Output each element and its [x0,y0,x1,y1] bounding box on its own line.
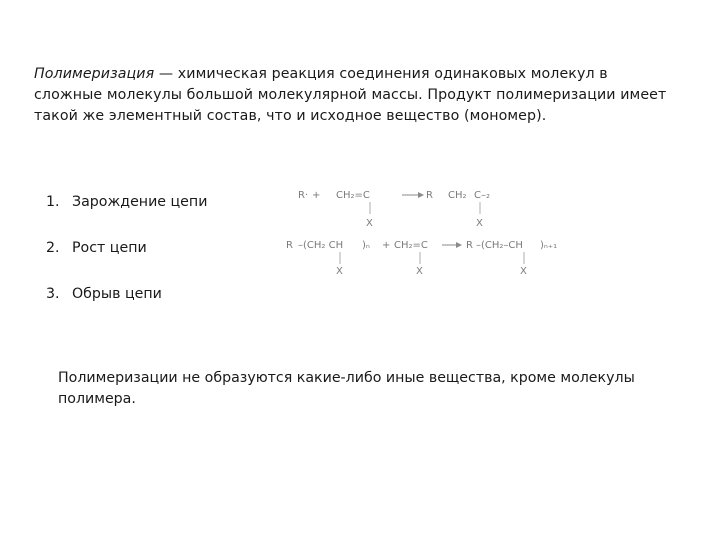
svg-text:R: R [466,240,473,251]
svg-text:CH₂=C: CH₂=C [336,190,370,201]
svg-text:X: X [520,266,527,277]
svg-text:–(CH₂ CH: –(CH₂ CH [298,240,344,251]
steps-list [46,192,207,330]
svg-text:X: X [336,266,343,277]
note-paragraph: Полимеризации не образуются какие-либо иные вещества, кроме молекулы полимера. [58,370,635,408]
svg-text:)ₙ: )ₙ [362,240,370,251]
svg-text:R·: R· [298,190,309,201]
reaction-scheme-image [270,176,580,296]
svg-text:+: + [312,190,321,201]
definition-text: — химическая реакция соединения одинаковых молекул в сложные молекулы большой молекулярной массы. Продукт полимеризации имеет такой же элементный состав, что и исходное вещество (мономер). [34,66,667,125]
svg-text:X: X [476,218,483,229]
step-label: Рост цепи [72,240,147,256]
svg-text:X: X [416,266,423,277]
step-item [46,192,207,238]
step-number: 2. [46,240,60,256]
svg-text:R: R [426,190,433,201]
step-number: 3. [46,286,60,302]
svg-text:X: X [366,218,373,229]
svg-text:CH₂=C: CH₂=C [394,240,428,251]
step-label: Обрыв цепи [72,286,162,302]
step-item [46,284,207,330]
step-number: 1. [46,194,60,210]
svg-text:C–₂: C–₂ [474,190,490,201]
definition-term: Полимеризация [34,66,155,83]
svg-text:R: R [286,240,293,251]
definition-paragraph [34,64,674,127]
svg-text:–(CH₂–CH: –(CH₂–CH [476,240,523,251]
step-label: Зарождение цепи [72,194,208,210]
svg-text:+: + [382,240,391,251]
svg-text:)ₙ₊₁: )ₙ₊₁ [540,240,558,251]
svg-text:CH₂: CH₂ [448,190,467,201]
step-item [46,238,207,284]
